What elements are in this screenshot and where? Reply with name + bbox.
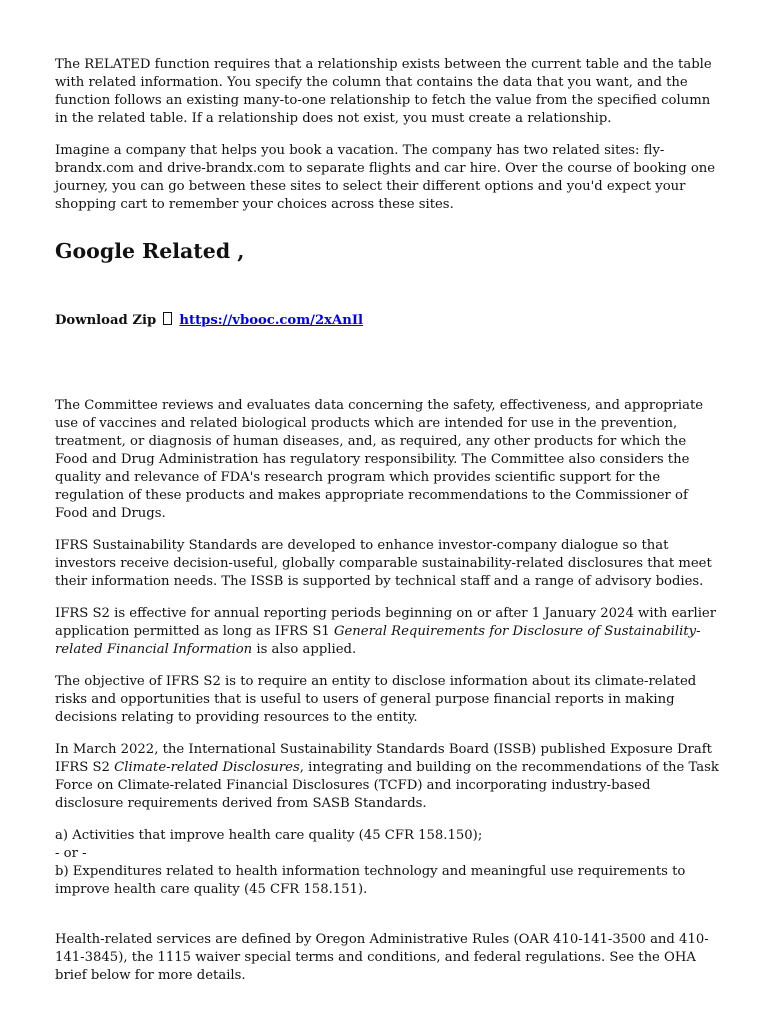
march-text-end: , integrating and building on the recommendations of the Task Force on Climate-related Financial Disclosures (TCFD) and incorporating industry-based disclosure requirements derived from SASB Standards. <box>55 760 719 811</box>
intro-paragraph-related-function: The RELATED function requires that a relationship exists between the current table and the table with related information. You specify the column that contains the data that you want, and the function follows an existing many-to-one relationship to fetch the value from the specified column in the related table. If a relationship does not exist, you must create a relationship. <box>55 57 712 126</box>
activities-list <box>55 827 720 899</box>
exposure-draft-title: Climate-related Disclosures <box>114 760 300 775</box>
download-link[interactable]: https://vbooc.com/2xAnIl <box>179 313 364 328</box>
missing-glyph-icon <box>163 312 172 325</box>
s2-standard-title: General Requirements for Disclosure of Sustainability-related Financial Information <box>55 624 701 657</box>
march-text-start: In March 2022, the International Sustainability Standards Board (ISSB) published Exposure Draft IFRS S2 <box>55 742 712 775</box>
body-block <box>55 397 720 985</box>
list-separator-or: - or - <box>55 846 87 861</box>
paragraph-health-services: Health-related services are defined by Oregon Administrative Rules (OAR 410-141-3500 and 410-141-3845), the 1115 waiver special terms and conditions, and federal regulations. See the OHA brief below for more details. <box>55 932 709 983</box>
download-line <box>55 312 720 330</box>
paragraph-committee: The Committee reviews and evaluates data concerning the safety, effectiveness, and appropriate use of vaccines and related biological products which are intended for use in the prevention, treatment, or diagnosis of human diseases, and, as required, any other products for which the Food and Drug Administration has regulatory responsibility. The Committee also considers the quality and relevance of FDA's research program which provides scientific support for the regulation of these products and makes appropriate recommendations to the Commissioner of Food and Drugs. <box>55 398 704 521</box>
paragraph-objective: The objective of IFRS S2 is to require an entity to disclose information about its climate-related risks and opportunities that is useful to users of general purpose financial reports in making decisions relating to providing resources to the entity. <box>55 674 697 725</box>
list-item-a: a) Activities that improve health care quality (45 CFR 158.150); <box>55 828 483 843</box>
paragraph-ifrs-standards: IFRS Sustainability Standards are developed to enhance investor-company dialogue so that investors receive decision-useful, globally comparable sustainability-related disclosures that meet their information needs. The ISSB is supported by technical staff and a range of advisory bodies. <box>55 538 712 589</box>
download-label: Download Zip <box>55 313 157 328</box>
intro-paragraph-vacation: Imagine a company that helps you book a vacation. The company has two related sites: fly-brandx.com and drive-brandx.com to separate flights and car hire. Over the course of booking one journey, you can go between these sites to select their different options and you'd expect your shopping cart to remember your choices across these sites. <box>55 143 716 212</box>
paragraph-march-2022 <box>55 741 720 813</box>
s2-text-start: IFRS S2 is effective for annual reporting periods beginning on or after 1 January 2024 with earlier application permitted as long as IFRS S1 <box>55 606 717 639</box>
paragraph-ifrs-s2-effective <box>55 605 720 659</box>
page-heading: Google Related , <box>55 239 245 263</box>
list-item-b: b) Expenditures related to health information technology and meaningful use requirements to improve health care quality (45 CFR 158.151). <box>55 864 686 897</box>
document-content <box>55 56 720 999</box>
s2-text-end: is also applied. <box>252 642 357 657</box>
